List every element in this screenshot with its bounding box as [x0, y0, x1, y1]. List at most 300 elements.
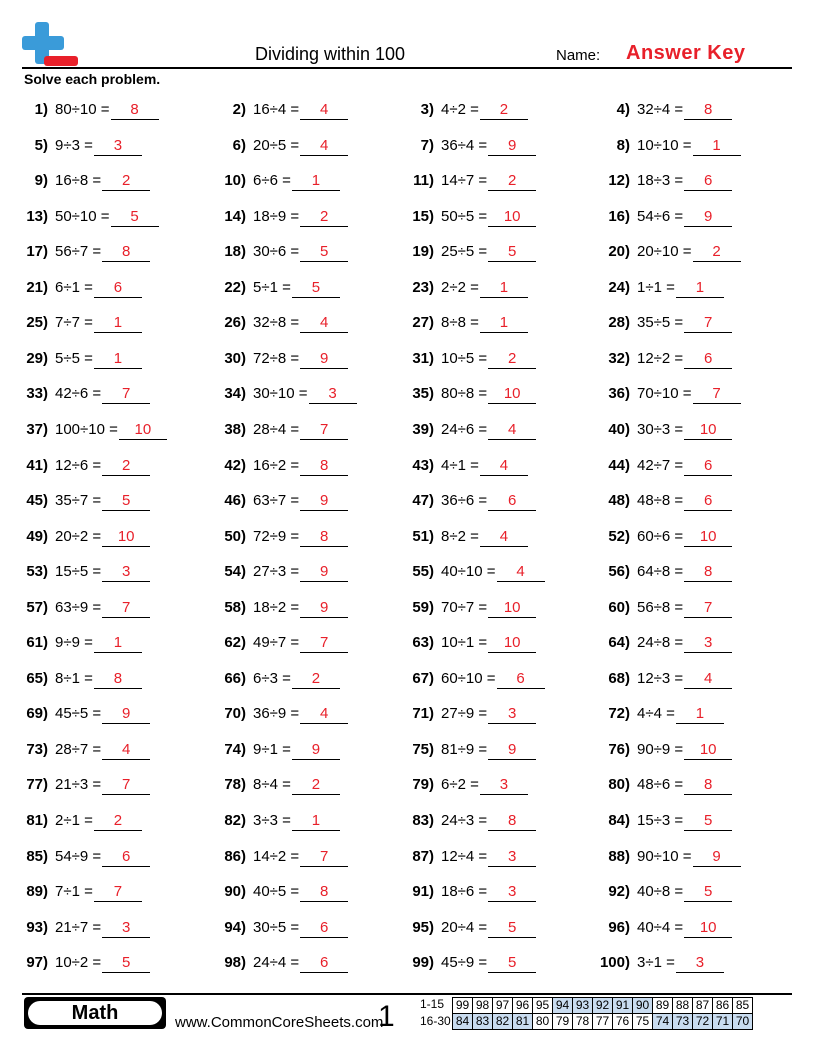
problem-expression-text: 36÷6 =	[441, 492, 488, 510]
problem-number: 26)	[224, 314, 246, 332]
problem-expression-text: 56÷8 =	[637, 598, 684, 616]
problem-expression	[253, 243, 348, 262]
problem-expression	[253, 705, 348, 724]
problem-item	[0, 670, 200, 694]
problem-expression	[253, 385, 357, 404]
problem-expression-text: 45÷9 =	[441, 954, 488, 972]
problem-number: 65)	[26, 669, 48, 687]
answer-blank: 2	[102, 457, 150, 476]
answer-blank: 3	[488, 848, 536, 867]
problem-item	[0, 314, 200, 338]
problem-expression	[55, 670, 142, 689]
problem-item	[0, 137, 200, 161]
problem-expression	[441, 350, 536, 369]
problem-item	[0, 741, 200, 765]
problem-number: 72)	[608, 705, 630, 723]
problem-expression-text: 7÷7 =	[55, 314, 93, 332]
problem-item	[386, 741, 586, 765]
problem-item	[582, 457, 782, 481]
answer-blank: 1	[676, 279, 724, 298]
answer-blank: 4	[480, 457, 528, 476]
problem-number: 82)	[224, 812, 246, 829]
problem-number: 17)	[26, 243, 48, 261]
problem-expression	[55, 919, 150, 938]
problem-expression-text: 8÷4 =	[253, 776, 291, 794]
problem-expression	[637, 599, 732, 618]
problem-item	[198, 172, 398, 196]
problem-number: 91)	[412, 883, 434, 901]
problem-number: 94)	[224, 918, 246, 936]
problem-expression-text: 18÷6 =	[441, 883, 488, 901]
problem-number: 77)	[26, 776, 48, 794]
problem-expression-text: 48÷6 =	[637, 776, 684, 794]
problem-number: 59)	[412, 598, 434, 616]
problem-number: 13)	[26, 207, 48, 225]
problem-number: 48)	[608, 492, 630, 510]
problem-item	[0, 919, 200, 943]
problem-number: 90)	[224, 883, 246, 901]
score-cell: 98	[473, 998, 493, 1014]
problem-item	[386, 457, 586, 481]
answer-blank: 2	[102, 172, 150, 191]
problem-expression-text: 60÷10 =	[441, 669, 496, 687]
problem-expression	[441, 883, 536, 902]
problem-expression	[253, 421, 348, 440]
problem-item	[582, 385, 782, 409]
problem-number: 60)	[608, 598, 630, 616]
problem-item	[0, 812, 200, 836]
answer-blank: 4	[497, 563, 545, 582]
subject-badge	[24, 997, 166, 1029]
problem-expression-text: 42÷7 =	[637, 456, 684, 474]
problem-number: 86)	[224, 847, 246, 865]
problem-expression	[441, 528, 528, 547]
problem-expression-text: 18÷3 =	[637, 172, 684, 190]
answer-blank: 5	[684, 812, 732, 831]
problem-expression-text: 9÷1 =	[253, 740, 291, 758]
problem-number: 4)	[616, 101, 630, 118]
problem-item	[386, 101, 586, 125]
problem-number: 100)	[599, 954, 630, 972]
problem-expression-text: 21÷3 =	[55, 776, 102, 794]
problem-expression	[637, 350, 732, 369]
score-cell: 87	[693, 998, 713, 1014]
problem-item	[386, 919, 586, 943]
problem-item	[582, 848, 782, 872]
problem-item	[386, 208, 586, 232]
answer-blank: 10	[684, 528, 732, 547]
problem-number: 31)	[412, 349, 434, 367]
problem-expression-text: 8÷8 =	[441, 314, 479, 332]
problem-number: 22)	[224, 278, 246, 296]
problem-expression-text: 30÷6 =	[253, 243, 300, 261]
problem-expression	[253, 457, 348, 476]
problem-expression	[441, 563, 545, 582]
problem-expression-text: 18÷9 =	[253, 207, 300, 225]
score-cell: 79	[553, 1014, 573, 1030]
problem-number: 16)	[608, 207, 630, 225]
score-row-label: 16-30	[420, 1014, 451, 1028]
problem-number: 41)	[26, 456, 48, 474]
answer-blank: 9	[684, 208, 732, 227]
score-cell: 92	[593, 998, 613, 1014]
problem-expression-text: 50÷5 =	[441, 207, 488, 225]
problem-expression-text: 24÷8 =	[637, 634, 684, 652]
answer-blank: 7	[102, 385, 150, 404]
answer-blank: 6	[488, 492, 536, 511]
answer-blank: 9	[102, 705, 150, 724]
problem-expression-text: 4÷4 =	[637, 705, 675, 723]
problem-item	[582, 101, 782, 125]
problem-expression	[55, 385, 150, 404]
problem-expression	[637, 279, 724, 298]
problem-item	[386, 421, 586, 445]
score-cell: 77	[593, 1014, 613, 1030]
problem-expression	[441, 599, 536, 618]
problem-expression-text: 2÷2 =	[441, 278, 479, 296]
problem-expression-text: 4÷2 =	[441, 101, 479, 118]
problem-expression	[253, 812, 340, 831]
problem-expression-text: 40÷10 =	[441, 563, 496, 581]
score-row	[453, 998, 753, 1014]
problem-item	[198, 101, 398, 125]
problem-item	[386, 279, 586, 303]
problem-expression-text: 18÷2 =	[253, 598, 300, 616]
problem-expression-text: 90÷9 =	[637, 740, 684, 758]
problem-number: 57)	[26, 598, 48, 616]
answer-blank: 3	[488, 705, 536, 724]
answer-blank: 7	[102, 599, 150, 618]
problem-item	[582, 812, 782, 836]
problem-item	[582, 492, 782, 516]
problem-number: 99)	[412, 954, 434, 972]
problem-item	[0, 457, 200, 481]
problem-expression-text: 80÷8 =	[441, 385, 488, 403]
problem-item	[198, 705, 398, 729]
answer-blank: 3	[488, 883, 536, 902]
problem-number: 98)	[224, 954, 246, 972]
problem-number: 67)	[412, 669, 434, 687]
answer-blank: 9	[300, 563, 348, 582]
problem-expression-text: 16÷4 =	[253, 101, 300, 118]
problem-expression	[637, 243, 741, 262]
problem-expression	[253, 137, 348, 156]
problem-number: 20)	[608, 243, 630, 261]
problem-expression	[441, 243, 536, 262]
problem-item	[386, 528, 586, 552]
problem-expression-text: 63÷7 =	[253, 492, 300, 510]
problem-item	[386, 385, 586, 409]
answer-blank: 4	[488, 421, 536, 440]
name-label: Name:	[556, 47, 601, 64]
problem-expression-text: 70÷7 =	[441, 598, 488, 616]
problem-item	[0, 848, 200, 872]
answer-blank: 6	[300, 954, 348, 973]
name-value: Answer Key	[626, 42, 746, 64]
problem-item	[582, 314, 782, 338]
answer-blank: 7	[693, 385, 741, 404]
problem-expression	[253, 208, 348, 227]
score-cell: 85	[733, 998, 753, 1014]
problem-number: 89)	[26, 883, 48, 901]
answer-blank: 4	[300, 314, 348, 333]
score-cell: 94	[553, 998, 573, 1014]
problem-expression-text: 60÷6 =	[637, 527, 684, 545]
problem-item	[582, 954, 782, 978]
problem-expression-text: 90÷10 =	[637, 847, 692, 865]
problem-expression-text: 3÷1 =	[637, 954, 675, 972]
problem-expression	[253, 350, 348, 369]
problem-item	[582, 670, 782, 694]
problem-expression	[55, 812, 142, 831]
problem-expression	[637, 563, 732, 582]
problem-number: 34)	[224, 385, 246, 403]
problem-number: 11)	[413, 172, 434, 190]
problem-expression	[441, 421, 536, 440]
problem-item	[386, 599, 586, 623]
problem-expression	[55, 137, 142, 156]
problem-expression-text: 32÷4 =	[637, 101, 684, 118]
problem-expression	[441, 385, 536, 404]
problem-number: 70)	[224, 705, 246, 723]
problem-item	[0, 421, 200, 445]
problem-expression-text: 28÷4 =	[253, 420, 300, 438]
problem-item	[0, 492, 200, 516]
problem-item	[386, 137, 586, 161]
answer-blank: 10	[684, 421, 732, 440]
problem-expression	[637, 919, 732, 938]
problem-number: 49)	[26, 527, 48, 545]
problem-item	[198, 492, 398, 516]
score-cell: 81	[513, 1014, 533, 1030]
problem-expression-text: 49÷7 =	[253, 634, 300, 652]
problem-expression	[441, 705, 536, 724]
problem-number: 63)	[412, 634, 434, 652]
problem-expression-text: 8÷1 =	[55, 669, 93, 687]
answer-blank: 7	[300, 421, 348, 440]
problem-item	[198, 385, 398, 409]
problem-expression-text: 72÷9 =	[253, 527, 300, 545]
answer-blank: 5	[488, 954, 536, 973]
problem-item	[0, 705, 200, 729]
problem-item	[582, 421, 782, 445]
problem-expression-text: 28÷7 =	[55, 740, 102, 758]
problem-expression-text: 27÷3 =	[253, 563, 300, 581]
problem-expression	[253, 670, 340, 689]
problem-number: 25)	[26, 314, 48, 332]
problem-item	[582, 634, 782, 658]
answer-blank: 2	[292, 670, 340, 689]
problem-expression-text: 6÷2 =	[441, 776, 479, 794]
problem-item	[198, 741, 398, 765]
answer-blank: 9	[300, 492, 348, 511]
problem-expression-text: 15÷5 =	[55, 563, 102, 581]
problem-expression-text: 54÷9 =	[55, 847, 102, 865]
problem-item	[198, 563, 398, 587]
problem-number: 51)	[412, 527, 434, 545]
problem-expression-text: 7÷1 =	[55, 883, 93, 901]
problem-number: 35)	[412, 385, 434, 403]
problem-number: 40)	[608, 420, 630, 438]
problem-expression	[441, 314, 528, 333]
answer-blank: 1	[676, 705, 724, 724]
problem-number: 29)	[26, 349, 48, 367]
score-cell: 95	[533, 998, 553, 1014]
answer-blank: 3	[684, 634, 732, 653]
score-cell: 84	[453, 1014, 473, 1030]
answer-blank: 2	[292, 776, 340, 795]
problem-number: 58)	[224, 598, 246, 616]
problem-expression	[441, 919, 536, 938]
answer-blank: 6	[94, 279, 142, 298]
problem-item	[386, 812, 586, 836]
problem-expression	[637, 670, 732, 689]
answer-blank: 10	[488, 385, 536, 404]
problem-item	[0, 528, 200, 552]
problem-number: 52)	[608, 527, 630, 545]
answer-blank: 7	[300, 634, 348, 653]
problem-number: 43)	[412, 456, 434, 474]
problem-item	[0, 883, 200, 907]
problem-expression	[55, 954, 150, 973]
problem-expression-text: 30÷3 =	[637, 420, 684, 438]
problem-number: 93)	[26, 918, 48, 936]
problem-expression-text: 16÷8 =	[55, 172, 102, 190]
problem-number: 27)	[412, 314, 434, 332]
problem-number: 62)	[224, 634, 246, 652]
problem-item	[386, 705, 586, 729]
problem-item	[582, 741, 782, 765]
problem-number: 95)	[412, 918, 434, 936]
problem-number: 5)	[34, 136, 48, 154]
problem-expression-text: 30÷10 =	[253, 385, 308, 403]
problem-number: 96)	[608, 918, 630, 936]
answer-blank: 6	[684, 350, 732, 369]
problem-number: 83)	[412, 812, 434, 829]
problem-expression	[637, 954, 724, 973]
problem-expression	[637, 137, 741, 156]
problem-expression-text: 54÷6 =	[637, 207, 684, 225]
problem-expression	[441, 776, 528, 795]
problem-number: 79)	[412, 776, 434, 794]
problem-expression-text: 30÷5 =	[253, 918, 300, 936]
problem-expression	[637, 314, 732, 333]
problem-expression-text: 16÷2 =	[253, 456, 300, 474]
problem-expression	[253, 883, 348, 902]
answer-blank: 10	[102, 528, 150, 547]
problem-expression	[55, 243, 150, 262]
problem-number: 68)	[608, 669, 630, 687]
problem-number: 15)	[412, 207, 434, 225]
problem-item	[386, 634, 586, 658]
problem-expression-text: 12÷3 =	[637, 669, 684, 687]
problem-expression-text: 56÷7 =	[55, 243, 102, 261]
score-cell: 91	[613, 998, 633, 1014]
problem-expression-text: 25÷5 =	[441, 243, 488, 261]
answer-blank: 4	[300, 705, 348, 724]
problem-item	[386, 563, 586, 587]
page-number: 1	[378, 1000, 395, 1033]
problem-number: 8)	[616, 136, 630, 154]
website-link: www.CommonCoreSheets.com	[175, 1014, 384, 1031]
instructions: Solve each problem.	[24, 71, 161, 87]
problem-item	[0, 279, 200, 303]
problem-item	[198, 314, 398, 338]
problem-item	[198, 670, 398, 694]
problem-item	[582, 919, 782, 943]
problem-expression	[637, 883, 732, 902]
problem-expression	[55, 599, 150, 618]
problem-expression	[441, 137, 536, 156]
problem-number: 78)	[224, 776, 246, 794]
problem-item	[0, 599, 200, 623]
problem-number: 32)	[608, 349, 630, 367]
answer-blank: 1	[94, 350, 142, 369]
answer-blank: 4	[480, 528, 528, 547]
problem-item	[198, 883, 398, 907]
problem-expression-text: 40÷8 =	[637, 883, 684, 901]
problem-expression	[55, 457, 150, 476]
problem-expression	[253, 279, 340, 298]
problem-item	[582, 208, 782, 232]
problem-item	[582, 599, 782, 623]
problem-number: 54)	[224, 563, 246, 581]
answer-blank: 9	[488, 741, 536, 760]
problem-expression	[253, 563, 348, 582]
problem-expression-text: 14÷7 =	[441, 172, 488, 190]
problem-number: 71)	[412, 705, 434, 723]
problem-item	[198, 350, 398, 374]
problem-expression	[253, 101, 348, 120]
problem-item	[582, 172, 782, 196]
problem-expression	[253, 492, 348, 511]
problem-expression-text: 20÷10 =	[637, 243, 692, 261]
problem-expression	[637, 848, 741, 867]
problem-item	[198, 457, 398, 481]
answer-blank: 5	[300, 243, 348, 262]
score-cell: 90	[633, 998, 653, 1014]
problem-expression-text: 21÷7 =	[55, 918, 102, 936]
problem-number: 14)	[224, 207, 246, 225]
problem-number: 36)	[608, 385, 630, 403]
problem-expression	[55, 101, 159, 120]
problem-expression	[253, 741, 340, 760]
answer-blank: 7	[94, 883, 142, 902]
problem-expression-text: 14÷2 =	[253, 847, 300, 865]
problem-expression	[55, 208, 159, 227]
problem-number: 19)	[412, 243, 434, 261]
problem-expression-text: 6÷6 =	[253, 172, 291, 190]
problem-item	[386, 492, 586, 516]
problem-expression	[441, 172, 536, 191]
answer-blank: 8	[111, 101, 159, 120]
problem-number: 56)	[608, 563, 630, 581]
problem-number: 84)	[608, 812, 630, 829]
problem-number: 76)	[608, 740, 630, 758]
answer-blank: 8	[300, 883, 348, 902]
problem-number: 46)	[224, 492, 246, 510]
problem-expression-text: 48÷8 =	[637, 492, 684, 510]
problem-item	[582, 350, 782, 374]
problem-number: 97)	[26, 954, 48, 972]
problem-expression	[637, 208, 732, 227]
answer-blank: 4	[684, 670, 732, 689]
problem-item	[198, 848, 398, 872]
answer-blank: 6	[684, 492, 732, 511]
answer-blank: 1	[693, 137, 741, 156]
problem-number: 6)	[232, 136, 246, 154]
problem-item	[386, 883, 586, 907]
